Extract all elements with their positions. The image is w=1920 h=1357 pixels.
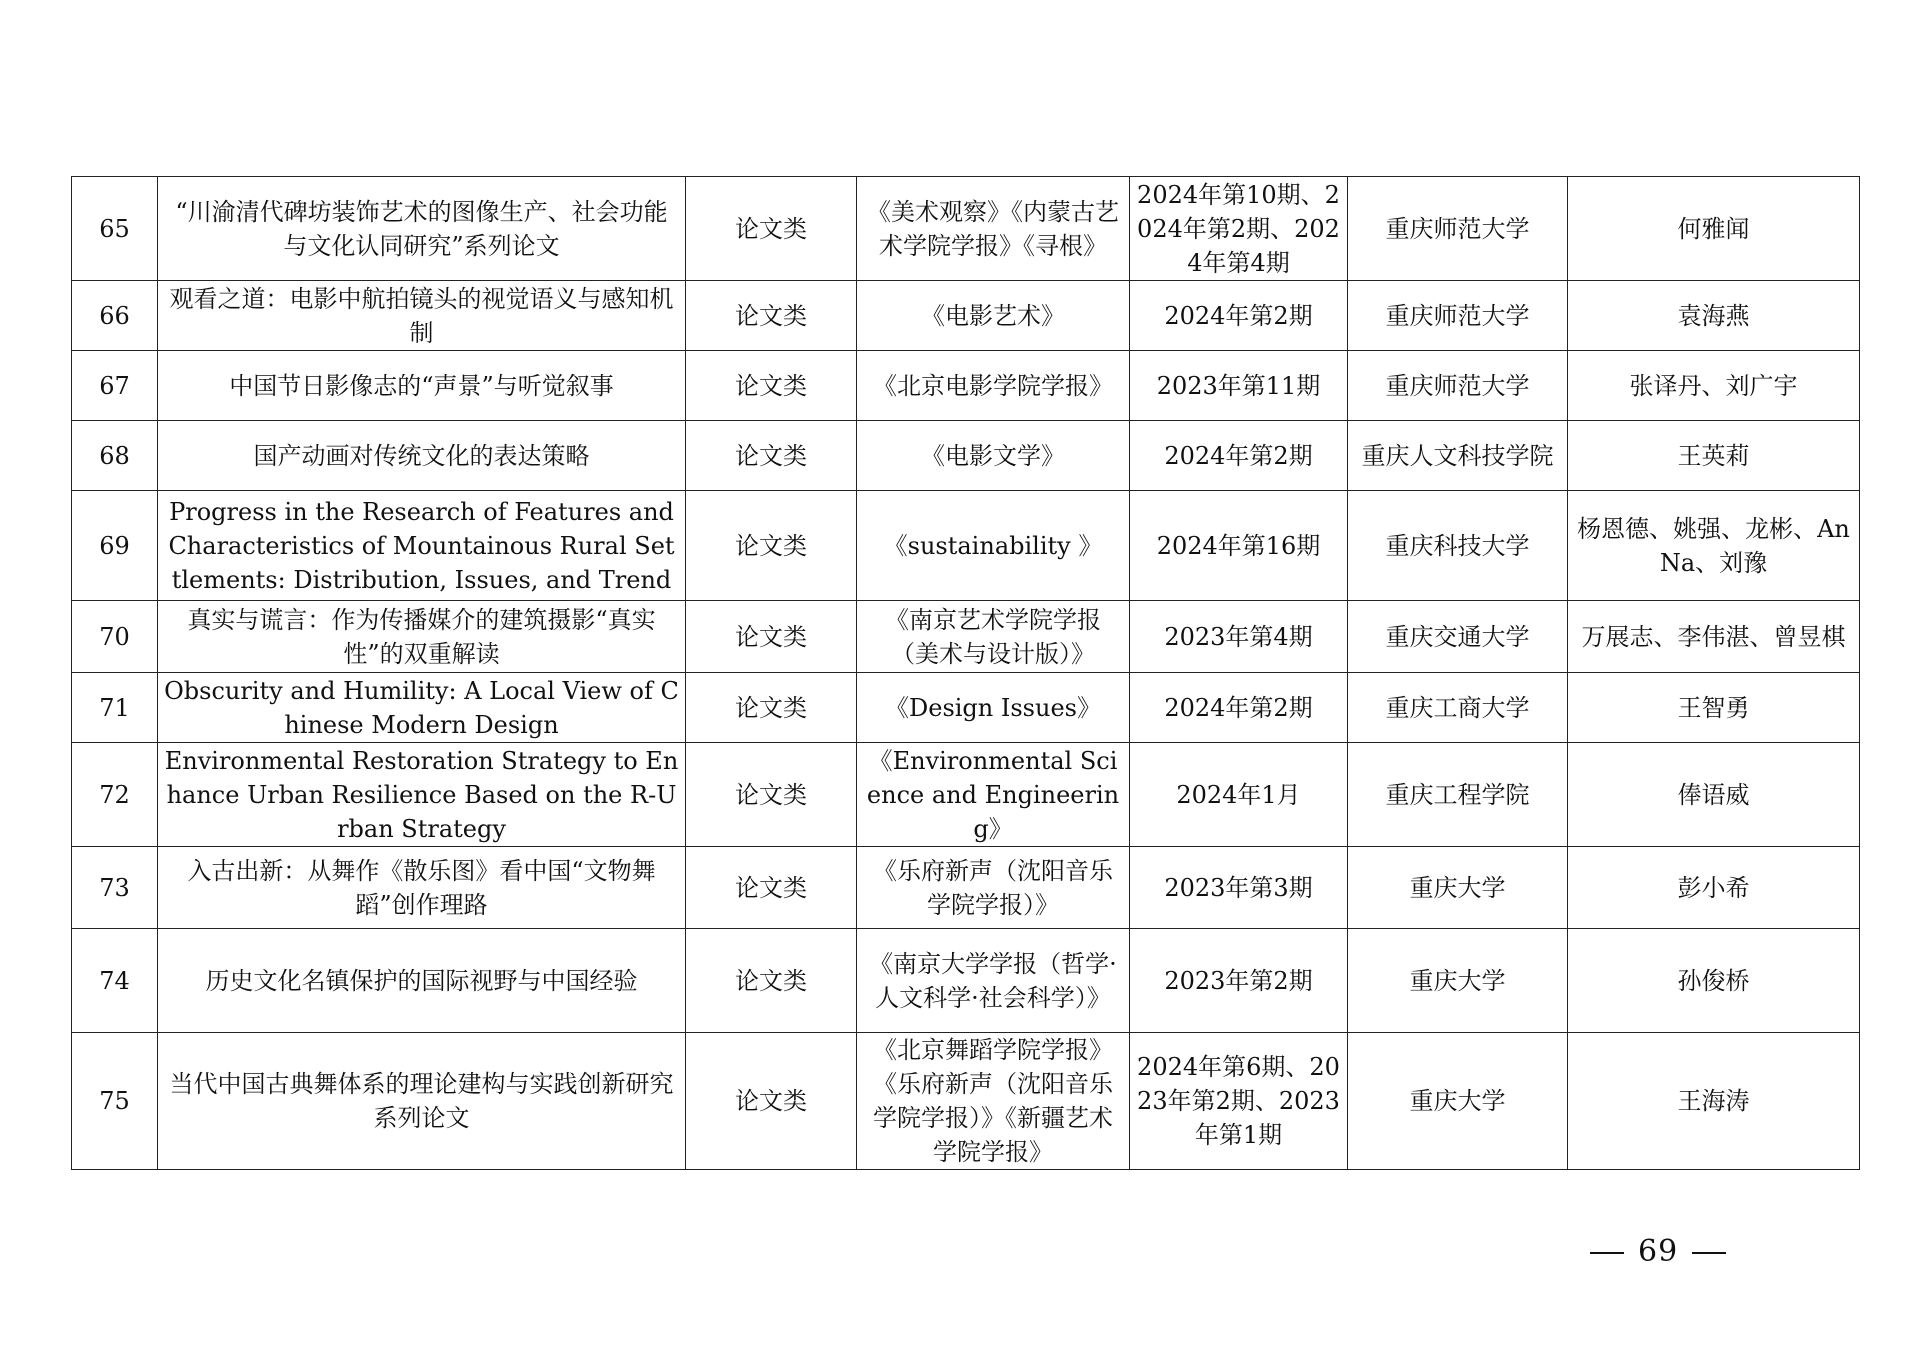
journal-name: 《Design Issues》 bbox=[857, 673, 1130, 743]
table-row bbox=[72, 281, 1860, 351]
publication-issue: 2024年第6期、2023年第2期、2023年第1期 bbox=[1130, 1033, 1348, 1170]
result-type: 论文类 bbox=[686, 351, 857, 421]
result-title: Obscurity and Humility: A Local View of Chinese Modern Design bbox=[158, 673, 686, 743]
result-type: 论文类 bbox=[686, 601, 857, 673]
page-number-dash-right bbox=[1692, 1252, 1726, 1254]
organization: 重庆师范大学 bbox=[1348, 177, 1568, 281]
journal-name: 《电影文学》 bbox=[857, 421, 1130, 491]
result-title: 历史文化名镇保护的国际视野与中国经验 bbox=[158, 929, 686, 1033]
result-type: 论文类 bbox=[686, 929, 857, 1033]
result-title: 入古出新：从舞作《散乐图》看中国“文物舞蹈”创作理路 bbox=[158, 847, 686, 929]
authors: 王海涛 bbox=[1568, 1033, 1860, 1170]
table-row bbox=[72, 847, 1860, 929]
publication-issue: 2024年第2期 bbox=[1130, 421, 1348, 491]
publication-issue: 2024年第2期 bbox=[1130, 673, 1348, 743]
result-title: Environmental Restoration Strategy to Enhance Urban Resilience Based on the R-Urban Strategy bbox=[158, 743, 686, 847]
authors: 王智勇 bbox=[1568, 673, 1860, 743]
result-type: 论文类 bbox=[686, 491, 857, 601]
publication-issue: 2023年第4期 bbox=[1130, 601, 1348, 673]
awards-table bbox=[71, 176, 1860, 1170]
result-type: 论文类 bbox=[686, 1033, 857, 1170]
table-row bbox=[72, 177, 1860, 281]
row-number: 71 bbox=[72, 673, 158, 743]
row-number: 75 bbox=[72, 1033, 158, 1170]
publication-issue: 2023年第11期 bbox=[1130, 351, 1348, 421]
journal-name: 《美术观察》《内蒙古艺术学院学报》《寻根》 bbox=[857, 177, 1130, 281]
publication-issue: 2023年第2期 bbox=[1130, 929, 1348, 1033]
row-number: 70 bbox=[72, 601, 158, 673]
organization: 重庆工程学院 bbox=[1348, 743, 1568, 847]
journal-name: 《sustainability 》 bbox=[857, 491, 1130, 601]
result-title: 当代中国古典舞体系的理论建构与实践创新研究系列论文 bbox=[158, 1033, 686, 1170]
organization: 重庆大学 bbox=[1348, 1033, 1568, 1170]
authors: 孙俊桥 bbox=[1568, 929, 1860, 1033]
result-title: Progress in the Research of Features and Characteristics of Mountainous Rural Settlements: Distribution, Issues, and Trend bbox=[158, 491, 686, 601]
table-row bbox=[72, 491, 1860, 601]
row-number: 74 bbox=[72, 929, 158, 1033]
journal-name: 《北京舞蹈学院学报》《乐府新声（沈阳音乐学院学报）》《新疆艺术学院学报》 bbox=[857, 1033, 1130, 1170]
result-type: 论文类 bbox=[686, 281, 857, 351]
page-number-dash-left bbox=[1590, 1252, 1624, 1254]
result-title: “川渝清代碑坊装饰艺术的图像生产、社会功能与文化认同研究”系列论文 bbox=[158, 177, 686, 281]
authors: 王英莉 bbox=[1568, 421, 1860, 491]
organization: 重庆师范大学 bbox=[1348, 351, 1568, 421]
organization: 重庆工商大学 bbox=[1348, 673, 1568, 743]
authors: 袁海燕 bbox=[1568, 281, 1860, 351]
table-row bbox=[72, 421, 1860, 491]
organization: 重庆科技大学 bbox=[1348, 491, 1568, 601]
organization: 重庆人文科技学院 bbox=[1348, 421, 1568, 491]
authors: 俸语威 bbox=[1568, 743, 1860, 847]
authors: 万展志、李伟湛、曾昱棋 bbox=[1568, 601, 1860, 673]
result-type: 论文类 bbox=[686, 421, 857, 491]
table-row bbox=[72, 351, 1860, 421]
authors: 张译丹、刘广宇 bbox=[1568, 351, 1860, 421]
row-number: 68 bbox=[72, 421, 158, 491]
table-row bbox=[72, 1033, 1860, 1170]
result-title: 国产动画对传统文化的表达策略 bbox=[158, 421, 686, 491]
journal-name: 《南京艺术学院学报（美术与设计版）》 bbox=[857, 601, 1130, 673]
organization: 重庆大学 bbox=[1348, 847, 1568, 929]
journal-name: 《电影艺术》 bbox=[857, 281, 1130, 351]
row-number: 72 bbox=[72, 743, 158, 847]
result-type: 论文类 bbox=[686, 847, 857, 929]
publication-issue: 2023年第3期 bbox=[1130, 847, 1348, 929]
page-number-value: 69 bbox=[1638, 1234, 1679, 1269]
row-number: 65 bbox=[72, 177, 158, 281]
table-row bbox=[72, 601, 1860, 673]
publication-issue: 2024年第10期、2024年第2期、2024年第4期 bbox=[1130, 177, 1348, 281]
row-number: 67 bbox=[72, 351, 158, 421]
result-title: 真实与谎言：作为传播媒介的建筑摄影“真实性”的双重解读 bbox=[158, 601, 686, 673]
table-row bbox=[72, 673, 1860, 743]
page-number bbox=[1576, 1232, 1740, 1272]
publication-issue: 2024年第16期 bbox=[1130, 491, 1348, 601]
result-type: 论文类 bbox=[686, 743, 857, 847]
authors: 杨恩德、姚强、龙彬、An Na、刘豫 bbox=[1568, 491, 1860, 601]
result-type: 论文类 bbox=[686, 177, 857, 281]
journal-name: 《北京电影学院学报》 bbox=[857, 351, 1130, 421]
organization: 重庆交通大学 bbox=[1348, 601, 1568, 673]
table-row bbox=[72, 743, 1860, 847]
journal-name: 《南京大学学报（哲学·人文科学·社会科学）》 bbox=[857, 929, 1130, 1033]
authors: 何雅闻 bbox=[1568, 177, 1860, 281]
journal-name: 《乐府新声（沈阳音乐学院学报）》 bbox=[857, 847, 1130, 929]
row-number: 73 bbox=[72, 847, 158, 929]
authors: 彭小希 bbox=[1568, 847, 1860, 929]
publication-issue: 2024年1月 bbox=[1130, 743, 1348, 847]
result-title: 观看之道：电影中航拍镜头的视觉语义与感知机制 bbox=[158, 281, 686, 351]
publication-issue: 2024年第2期 bbox=[1130, 281, 1348, 351]
result-title: 中国节日影像志的“声景”与听觉叙事 bbox=[158, 351, 686, 421]
row-number: 66 bbox=[72, 281, 158, 351]
row-number: 69 bbox=[72, 491, 158, 601]
organization: 重庆大学 bbox=[1348, 929, 1568, 1033]
journal-name: 《Environmental Science and Engineering》 bbox=[857, 743, 1130, 847]
result-type: 论文类 bbox=[686, 673, 857, 743]
table-row bbox=[72, 929, 1860, 1033]
organization: 重庆师范大学 bbox=[1348, 281, 1568, 351]
